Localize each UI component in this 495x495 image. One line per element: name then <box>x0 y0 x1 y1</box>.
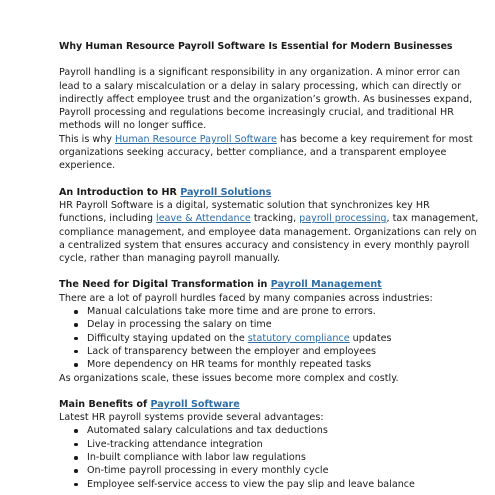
section-intro-body <box>59 199 479 265</box>
body-text: HR Payroll Software is a digital, systematic solution that synchronizes key HR functions, including <box>59 199 430 225</box>
heading-text: An Introduction to HR <box>59 186 181 198</box>
list-item-text: updates <box>349 332 392 344</box>
hurdles-list <box>59 305 479 371</box>
section-heading-benefits <box>59 398 479 411</box>
intro-paragraph-1: Payroll handling is a significant responsibility in any organization. A minor error can lead to a salary miscalculation or a delay in salary processing, which can directly or indirectly affect employee trust and the organization’s growth. As businesses expand, Payroll processing and regulations become increasingly crucial, and traditional HR methods will no longer suffice. <box>59 67 473 132</box>
payroll-management-link[interactable]: Payroll Management <box>270 279 382 291</box>
list-item: Automated salary calculations and tax deductions <box>87 424 479 437</box>
list-item: More dependency on HR teams for monthly repeated tasks <box>87 358 479 371</box>
intro-paragraph-2 <box>59 133 479 173</box>
list-item: Live-tracking attendance integration <box>87 438 479 451</box>
benefits-list <box>59 424 479 490</box>
payroll-solutions-link[interactable]: Payroll Solutions <box>180 186 272 198</box>
hr-payroll-software-link[interactable]: Human Resource Payroll Software <box>115 133 277 145</box>
section-lead: There are a lot of payroll hurdles faced by many companies across industries: <box>59 292 433 304</box>
section-heading-digital-transformation <box>59 278 479 291</box>
list-item: Employee self-service access to view the pay slip and leave balance <box>87 478 479 491</box>
heading-text: The Need for Digital Transformation in <box>59 279 271 291</box>
body-text: , tax management, compliance management, and employee data management. Organizations can rely on a centralized system that ensures accuracy and consistency in every monthly payroll cycle, rather than managing payroll manually. <box>59 213 479 265</box>
list-item: Lack of transparency between the employer and employees <box>87 345 479 358</box>
section-heading-introduction <box>59 186 479 199</box>
section-closing: As organizations scale, these issues become more complex and costly. <box>59 372 399 384</box>
list-item: In-built compliance with labor law regulations <box>87 451 479 464</box>
list-item: Delay in processing the salary on time <box>87 318 479 331</box>
statutory-compliance-link[interactable]: statutory compliance <box>247 332 350 344</box>
list-item: On-time payroll processing in every monthly cycle <box>87 464 479 477</box>
leave-attendance-link[interactable]: leave & Attendance <box>156 213 251 225</box>
intro-text-after: has become a key requirement for most organizations seeking accuracy, better compliance, and a transparent employee experience. <box>59 133 473 172</box>
heading-text: Main Benefits of <box>59 398 151 410</box>
payroll-processing-link[interactable]: payroll processing <box>299 213 387 225</box>
body-text: tracking, <box>250 213 300 225</box>
intro-text-before: This is why <box>59 133 116 145</box>
list-item-text: Difficulty staying updated on the <box>87 332 248 344</box>
document-page <box>59 40 479 491</box>
list-item: Manual calculations take more time and are prone to errors. <box>87 305 479 318</box>
payroll-software-link[interactable]: Payroll Software <box>150 398 240 410</box>
section-lead: Latest HR payroll systems provide several advantages: <box>59 412 324 424</box>
list-item <box>87 332 479 345</box>
document-title: Why Human Resource Payroll Software Is Essential for Modern Businesses <box>59 41 453 52</box>
